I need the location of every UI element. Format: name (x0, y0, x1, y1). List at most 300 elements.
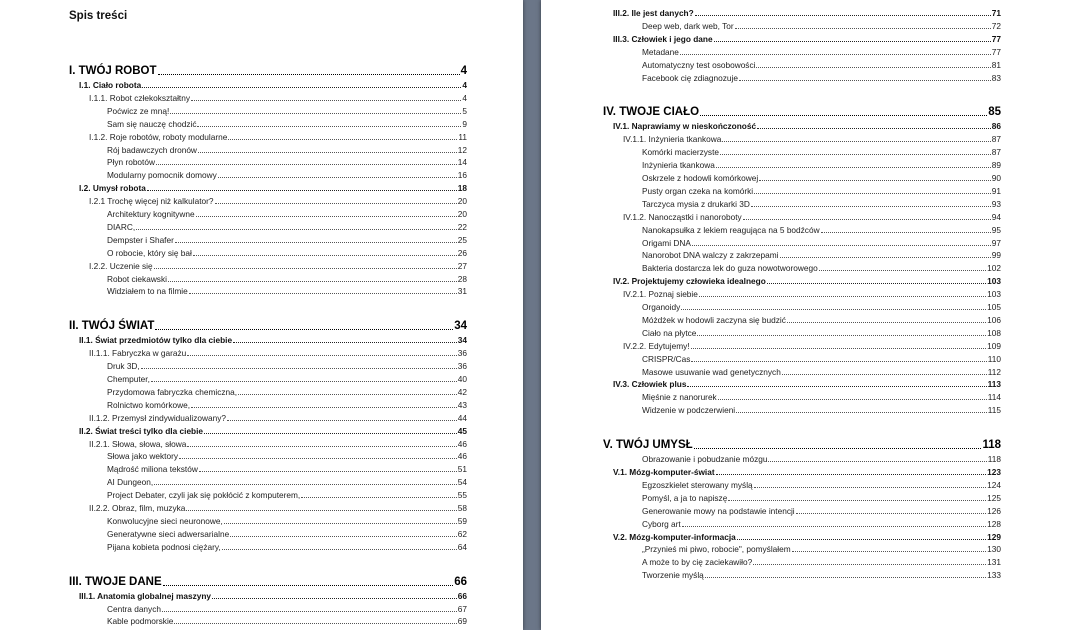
toc-entry-title: Metadane (642, 46, 679, 57)
toc-page-number: 131 (987, 557, 1001, 568)
toc-entry[interactable] (89, 348, 467, 358)
toc-section[interactable] (79, 183, 467, 193)
toc-page-number: 90 (991, 173, 1001, 183)
toc-entry-title: IV.1.1. Inżynieria tkankowa (623, 134, 722, 145)
toc-entry[interactable] (89, 503, 467, 513)
dot-leader (754, 193, 991, 194)
toc-entry-title: Deep web, dark web, Tor (642, 20, 734, 31)
toc-entry[interactable] (642, 493, 1001, 503)
dot-leader (705, 577, 986, 578)
dot-leader (170, 113, 461, 114)
dot-leader (714, 41, 991, 42)
toc-entry-title: Tarczyca mysia z drukarki 3D (642, 198, 750, 209)
toc-entry-title: III. TWOJE DANE (69, 575, 162, 588)
toc-entry-title: Chemputer, (107, 374, 150, 384)
toc-section[interactable] (79, 335, 467, 345)
toc-entry-title: Mięśnie z nanorurek (642, 392, 717, 403)
toc-page-number: 77 (991, 33, 1001, 44)
dot-leader (147, 190, 457, 191)
toc-entry-title: DIARC, (107, 221, 136, 232)
toc-entry-title: Masowe usuwanie wad genetycznych (642, 366, 781, 377)
dot-leader (174, 623, 456, 624)
toc-entry[interactable] (642, 225, 1001, 235)
toc-chapter[interactable] (69, 575, 467, 589)
toc-page-number: 4 (462, 92, 467, 103)
toc-page-number: 77 (991, 46, 1001, 57)
toc-entry-title: IV.3. Człowiek plus (613, 379, 687, 390)
toc-page-number: 20 (457, 209, 467, 219)
toc-entry-title: Project Debater, czyli jak się pokłócić z komputerem, (107, 490, 301, 501)
dot-leader (753, 564, 986, 565)
toc-entry-title: Dempster i Shafer (107, 234, 174, 245)
page-gap (523, 0, 541, 630)
toc-page-number: 58 (457, 503, 467, 513)
dot-leader (682, 526, 986, 527)
toc-entry[interactable] (89, 132, 467, 142)
toc-entry-title: Automatyczny test osobowości (642, 59, 756, 70)
dot-leader (792, 551, 987, 552)
toc-entry-title: Płyn robotów (107, 157, 155, 168)
toc-page-number: 54 (457, 477, 467, 488)
toc-entry[interactable] (623, 134, 1001, 144)
dot-leader (187, 355, 456, 356)
toc-page-number: 27 (457, 260, 467, 271)
toc-entry[interactable] (107, 542, 467, 552)
toc-page-number: 83 (991, 72, 1001, 83)
toc-page-number: 95 (991, 224, 1001, 235)
toc-entry-title: Rój badawczych dronów (107, 144, 197, 155)
dot-leader (191, 407, 457, 408)
dot-leader (700, 115, 987, 116)
dot-leader (718, 399, 987, 400)
dot-leader (759, 180, 991, 181)
toc-entry[interactable] (107, 516, 467, 526)
toc-entry[interactable] (107, 248, 467, 258)
dot-leader (787, 322, 986, 323)
toc-page-number: 42 (457, 386, 467, 397)
toc-entry-title: Organoidy (642, 302, 681, 312)
toc-entry[interactable] (107, 529, 467, 539)
toc-entry[interactable] (107, 209, 467, 219)
toc-page-number: 28 (457, 273, 467, 284)
toc-entry-title: Rolnictwo komórkowe, (107, 399, 190, 410)
toc-entry-title: Origami DNA (642, 237, 691, 248)
toc-page-number: 43 (457, 399, 467, 410)
dot-leader (780, 257, 991, 258)
toc-entry[interactable] (642, 186, 1001, 196)
toc-entry-title: Nanorobot DNA walczy z zakrzepami (642, 250, 779, 261)
toc-page-number: 87 (991, 147, 1001, 158)
toc-entry[interactable] (642, 480, 1001, 490)
toc-entry-title: „Przynieś mi piwo, robocie", pomyślałem (642, 544, 791, 555)
toc-entry[interactable] (107, 604, 467, 614)
toc-entry-title: I.2. Umysł robota (79, 183, 146, 194)
toc-entry[interactable] (89, 93, 467, 103)
dot-leader (751, 206, 991, 207)
dot-leader (163, 585, 454, 586)
toc-page-number: 20 (457, 196, 467, 207)
dot-leader (222, 549, 457, 550)
toc-page-number: 4 (460, 65, 467, 77)
dot-leader (238, 394, 457, 395)
toc-entry-title: Komórki macierzyste (642, 147, 719, 158)
toc-page-number: 69 (457, 616, 467, 627)
toc-chapter[interactable] (69, 64, 467, 78)
toc-entry-title: II.1. Świat przedmiotów tylko dla ciebie (79, 335, 233, 346)
toc-entry[interactable] (642, 544, 1001, 554)
toc-page-number: 86 (991, 121, 1001, 132)
dot-leader (156, 164, 457, 165)
toc-entry-title: I.1.1. Robot człekokształtny (89, 92, 190, 103)
toc-entry-title: Modularny pomocnik domowy (107, 170, 217, 181)
toc-section[interactable] (613, 8, 1001, 18)
toc-page-number: 112 (987, 366, 1001, 377)
dot-leader (301, 497, 457, 498)
dot-leader (142, 87, 461, 88)
toc-entry[interactable] (107, 374, 467, 384)
toc-entry-title: IV.2.2. Edytujemy! (623, 340, 690, 351)
toc-page-number: 9 (462, 118, 467, 129)
toc-page-number: 102 (987, 263, 1001, 274)
toc-page-number: 16 (457, 170, 467, 181)
toc-page-number: 103 (987, 289, 1001, 300)
dot-leader (735, 28, 991, 29)
toc-page-number: 11 (458, 131, 467, 142)
toc-page-number: 59 (457, 515, 467, 526)
toc-section[interactable] (613, 276, 1001, 286)
toc-section[interactable] (613, 532, 1001, 542)
toc-page-number: 118 (982, 439, 1001, 452)
toc-entry[interactable] (107, 170, 467, 180)
toc-entry[interactable] (642, 570, 1001, 580)
toc-entry[interactable] (107, 464, 467, 474)
toc-page-number: 44 (457, 412, 467, 423)
dot-leader (716, 167, 991, 168)
dot-leader (193, 255, 457, 256)
dot-leader (136, 229, 457, 230)
toc-section[interactable] (79, 591, 467, 601)
toc-page-number: 103 (987, 276, 1001, 287)
dot-leader (756, 67, 990, 68)
dot-leader (739, 80, 991, 81)
toc-entry[interactable] (642, 392, 1001, 402)
toc-entry[interactable] (107, 361, 467, 371)
toc-entry[interactable] (107, 157, 467, 167)
toc-entry-title: I.1.2. Roje robotów, roboty modularne (89, 131, 228, 142)
dot-leader (158, 74, 460, 75)
toc-page-number: 105 (987, 302, 1001, 312)
toc-entry[interactable] (107, 274, 467, 284)
toc-page-number: 36 (457, 348, 467, 359)
toc-entry[interactable] (642, 328, 1001, 338)
toc-entry-title: Egzoszkielet sterowany myślą (642, 479, 753, 490)
toc-entry-title: Nanokapsułka z lekiem reagująca na 5 bodźców (642, 224, 820, 235)
toc-entry[interactable] (642, 238, 1001, 248)
dot-leader (737, 539, 986, 540)
toc-entry-title: IV. TWOJE CIAŁO (603, 106, 700, 119)
toc-page-number: 66 (454, 575, 467, 588)
toc-page-number: 14 (457, 157, 467, 168)
toc-entry-title: V.2. Mózg-komputer-informacja (613, 531, 736, 542)
toc-entry[interactable] (623, 212, 1001, 222)
toc-entry-title: Generatywne sieci adwersarialne (107, 528, 230, 539)
dot-leader (155, 329, 453, 330)
toc-entry-title: Bakteria dostarcza lek do guza nowotworowego (642, 263, 818, 274)
toc-page-number: 5 (462, 105, 467, 116)
toc-entry[interactable] (642, 263, 1001, 273)
dot-leader (743, 219, 991, 220)
toc-title: Spis treści (69, 10, 128, 22)
toc-entry-title: Architektury kognitywne (107, 209, 195, 219)
dot-leader (821, 232, 991, 233)
toc-page-number: 125 (987, 492, 1001, 503)
toc-entry[interactable] (107, 400, 467, 410)
dot-leader (151, 381, 457, 382)
toc-entry[interactable] (107, 490, 467, 500)
toc-entry[interactable] (107, 286, 467, 296)
toc-page-number: 64 (457, 541, 467, 552)
toc-entry[interactable] (642, 73, 1001, 83)
toc-page-number: 128 (987, 518, 1001, 529)
toc-entry[interactable] (642, 21, 1001, 31)
toc-page-number: 46 (457, 451, 467, 462)
document-page-right (541, 0, 1068, 630)
toc-entry-title: Tworzenie myślą (642, 570, 704, 581)
dot-leader (187, 446, 456, 447)
toc-entry-title: II.2.1. Słowa, słowa, słowa (89, 438, 187, 449)
toc-page-number: 34 (457, 335, 467, 346)
toc-entry-title: V.1. Mózg-komputer-świat (613, 467, 715, 477)
toc-section[interactable] (79, 426, 467, 436)
toc-entry[interactable] (107, 616, 467, 626)
toc-chapter[interactable] (603, 105, 1001, 119)
toc-entry-title: Obrazowanie i pobudzanie mózgu (642, 454, 768, 465)
dot-leader (681, 309, 986, 310)
toc-page-number: 126 (987, 505, 1001, 516)
dot-leader (227, 420, 457, 421)
toc-entry-title: I.2.2. Uczenie się (89, 260, 153, 271)
toc-entry[interactable] (107, 119, 467, 129)
dot-leader (189, 293, 457, 294)
dot-leader (757, 128, 991, 129)
dot-leader (819, 270, 986, 271)
toc-section[interactable] (613, 34, 1001, 44)
toc-entry[interactable] (623, 289, 1001, 299)
toc-entry[interactable] (107, 106, 467, 116)
toc-page-number: 109 (987, 340, 1001, 351)
toc-entry-title: Mądrość miliona tekstów (107, 464, 198, 475)
toc-entry[interactable] (107, 222, 467, 232)
dot-leader (716, 474, 987, 475)
toc-entry-title: Facebook cię zdiagnozuje (642, 72, 738, 83)
toc-entry[interactable] (642, 315, 1001, 325)
toc-page-number: 36 (457, 361, 467, 372)
dot-leader (680, 54, 991, 55)
toc-page-number: 34 (454, 320, 467, 333)
toc-entry[interactable] (107, 451, 467, 461)
toc-page-number: 99 (991, 250, 1001, 261)
dot-leader (691, 348, 987, 349)
toc-entry-title: Inżynieria tkankowa (642, 160, 715, 171)
dot-leader (782, 374, 987, 375)
toc-entry-title: Centra danych (107, 603, 161, 614)
toc-entry[interactable] (623, 341, 1001, 351)
toc-entry-title: I.1. Ciało robota (79, 80, 142, 90)
toc-entry-title: III.2. Ile jest danych? (613, 8, 694, 18)
toc-section[interactable] (79, 80, 467, 90)
toc-entry[interactable] (642, 405, 1001, 415)
toc-entry[interactable] (642, 367, 1001, 377)
dot-leader (720, 154, 991, 155)
toc-entry-title: Oskrzele z hodowli komórkowej (642, 173, 759, 183)
dot-leader (736, 412, 987, 413)
toc-entry-title: II.1.1. Fabryczka w garażu (89, 348, 187, 359)
toc-page-number: 123 (987, 467, 1001, 477)
dot-leader (691, 361, 986, 362)
toc-entry-title: IV.2. Projektujemy człowieka idealnego (613, 276, 766, 287)
toc-page-number: 108 (987, 327, 1001, 338)
toc-entry[interactable] (107, 387, 467, 397)
toc-entry[interactable] (642, 60, 1001, 70)
dot-leader (694, 448, 982, 449)
toc-entry-title: Druk 3D, (107, 361, 140, 372)
toc-page-number: 94 (991, 211, 1001, 222)
toc-entry[interactable] (642, 506, 1001, 516)
dot-leader (196, 216, 457, 217)
dot-leader (186, 510, 456, 511)
toc-entry[interactable] (107, 235, 467, 245)
toc-entry-title: Pijana kobieta podnosi ciężary, (107, 541, 221, 552)
toc-page-number: 129 (987, 531, 1001, 542)
dot-leader (697, 335, 986, 336)
dot-leader (768, 461, 986, 462)
toc-entry-title: Widziałem to na filmie (107, 286, 188, 297)
dot-leader (162, 611, 457, 612)
dot-leader (218, 177, 457, 178)
toc-entry[interactable] (89, 196, 467, 206)
dot-leader (224, 523, 457, 524)
toc-entry[interactable] (642, 454, 1001, 464)
toc-section[interactable] (613, 121, 1001, 131)
toc-entry[interactable] (642, 160, 1001, 170)
toc-page-number: 93 (991, 198, 1001, 209)
dot-leader (692, 245, 991, 246)
toc-entry-title: I.2.1 Trochę więcej niż kalkulator? (89, 196, 214, 207)
dot-leader (767, 283, 986, 284)
toc-page-number: 133 (987, 570, 1001, 581)
dot-leader (230, 536, 457, 537)
toc-page-number: 89 (991, 160, 1001, 171)
toc-entry[interactable] (642, 199, 1001, 209)
toc-entry[interactable] (642, 519, 1001, 529)
toc-page-number: 113 (987, 379, 1001, 390)
dot-leader (215, 203, 457, 204)
toc-entry[interactable] (107, 145, 467, 155)
toc-entry-title: Móżdżek w hodowli zaczyna się budzić (642, 314, 786, 325)
toc-page-number: 91 (991, 185, 1001, 196)
dot-leader (141, 368, 457, 369)
toc-section[interactable] (613, 467, 1001, 477)
toc-page-number: 62 (457, 528, 467, 539)
toc-page-number: 55 (457, 490, 467, 501)
toc-entry-title: IV.2.1. Poznaj siebie (623, 289, 698, 300)
toc-entry[interactable] (89, 413, 467, 423)
dot-leader (722, 141, 990, 142)
toc-page-number: 12 (457, 144, 467, 155)
toc-entry-title: Cyborg art (642, 518, 681, 529)
toc-entry-title: II. TWÓJ ŚWIAT (69, 320, 155, 333)
dot-leader (233, 342, 457, 343)
toc-page-number: 4 (462, 80, 467, 90)
toc-section[interactable] (613, 379, 1001, 389)
toc-entry-title: V. TWÓJ UMYSŁ (603, 439, 693, 452)
toc-page-number: 67 (457, 603, 467, 614)
dot-leader (198, 152, 457, 153)
toc-page-number: 40 (457, 374, 467, 384)
toc-entry[interactable] (642, 250, 1001, 260)
toc-entry[interactable] (642, 302, 1001, 312)
toc-entry-title: CRISPR/Cas (642, 353, 691, 364)
dot-leader (168, 281, 457, 282)
toc-chapter[interactable] (603, 438, 1001, 452)
toc-entry-title: Konwolucyjne sieci neuronowe, (107, 515, 223, 526)
toc-entry[interactable] (89, 439, 467, 449)
toc-entry-title: Widzenie w podczerwieni (642, 405, 736, 416)
toc-page-number: 46 (457, 438, 467, 449)
toc-entry-title: II.2. Świat treści tylko dla ciebie (79, 425, 204, 436)
dot-leader (728, 500, 986, 501)
toc-page-number: 130 (987, 544, 1001, 555)
toc-entry-title: Robot ciekawski (107, 273, 167, 284)
toc-entry[interactable] (107, 477, 467, 487)
toc-page-number: 110 (987, 353, 1001, 364)
toc-entry-title: IV.1.2. Nanocząstki i nanoroboty (623, 211, 742, 222)
toc-page-number: 18 (457, 183, 467, 194)
toc-page-number: 115 (987, 405, 1001, 416)
toc-entry[interactable] (642, 354, 1001, 364)
toc-page-number: 51 (457, 464, 467, 475)
dot-leader (687, 386, 986, 387)
dot-leader (154, 268, 457, 269)
document-page-left (0, 0, 523, 630)
toc-page-number: 124 (987, 479, 1001, 490)
dot-leader (754, 487, 986, 488)
toc-page-number: 87 (991, 134, 1001, 145)
toc-entry-title: A może to by cię zaciekawiło? (642, 557, 753, 568)
dot-leader (154, 484, 457, 485)
toc-page-number: 106 (987, 314, 1001, 325)
dot-leader (204, 433, 457, 434)
toc-entry-title: AI Dungeon, (107, 477, 154, 488)
toc-entry[interactable] (642, 47, 1001, 57)
toc-entry[interactable] (642, 173, 1001, 183)
toc-entry[interactable] (642, 557, 1001, 567)
toc-chapter[interactable] (69, 319, 467, 333)
toc-entry-title: Poćwicz ze mną! (107, 105, 170, 116)
dot-leader (695, 15, 991, 16)
toc-page-number: 45 (457, 425, 467, 436)
toc-entry-title: III.1. Anatomia globalnej maszyny (79, 590, 212, 601)
toc-entry[interactable] (89, 261, 467, 271)
toc-entry[interactable] (642, 147, 1001, 157)
toc-entry-title: Kable podmorskie (107, 616, 174, 627)
dot-leader (699, 296, 986, 297)
toc-page-number: 31 (457, 286, 467, 297)
toc-entry-title: II.2.2. Obraz, film, muzyka (89, 503, 186, 513)
toc-entry-title: O robocie, który się bał (107, 247, 192, 258)
toc-page-number: 118 (987, 454, 1001, 465)
toc-page-number: 66 (457, 590, 467, 601)
